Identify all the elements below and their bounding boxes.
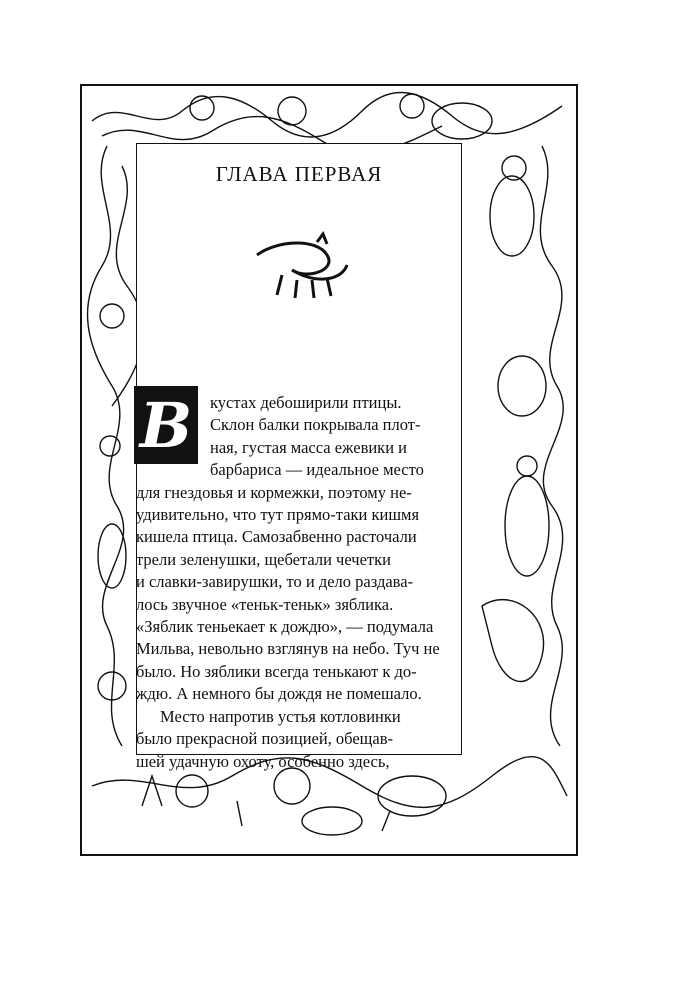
- text-line: «Зяблик теньекает к дождю», — подумала: [136, 617, 434, 637]
- text-line: кустах дебоширили птицы.: [210, 393, 402, 412]
- text-line: и славки-завирушки, то и дело раздава-: [136, 572, 414, 592]
- text-line: лось звучное «теньк-теньк» зяблика.: [136, 594, 394, 614]
- text-line: ждю. А немного бы дождя не помешало.: [136, 684, 422, 704]
- text-line: Место напротив устья котловинки: [160, 706, 401, 726]
- text-line: шей удачную охоту, особенно здесь,: [136, 751, 390, 771]
- chapter-title: ГЛАВА ПЕРВАЯ: [215, 162, 383, 186]
- text-line: ная, густая масса ежевики и: [210, 437, 407, 457]
- text-line: барбариса — идеальное место: [210, 460, 424, 480]
- cat-vignette-icon: [247, 230, 357, 300]
- text-line: Склон балки покрывала плот-: [210, 415, 421, 435]
- body-text: [136, 392, 458, 773]
- drop-cap-letter: В: [134, 386, 198, 464]
- text-line: было. Но зяблики всегда тенькают к до-: [136, 661, 417, 681]
- text-line: трели зеленушки, щебетали чечетки: [136, 549, 391, 569]
- text-line: удивительно, что тут прямо-таки кишмя: [136, 505, 420, 525]
- text-line: было прекрасной позицией, обещав-: [136, 729, 393, 749]
- text-line: для гнездовья и кормежки, поэтому не-: [136, 482, 412, 502]
- text-line: кишела птица. Самозабвенно расточали: [136, 527, 417, 547]
- text-line: Мильва, невольно взглянув на небо. Туч не: [136, 639, 440, 659]
